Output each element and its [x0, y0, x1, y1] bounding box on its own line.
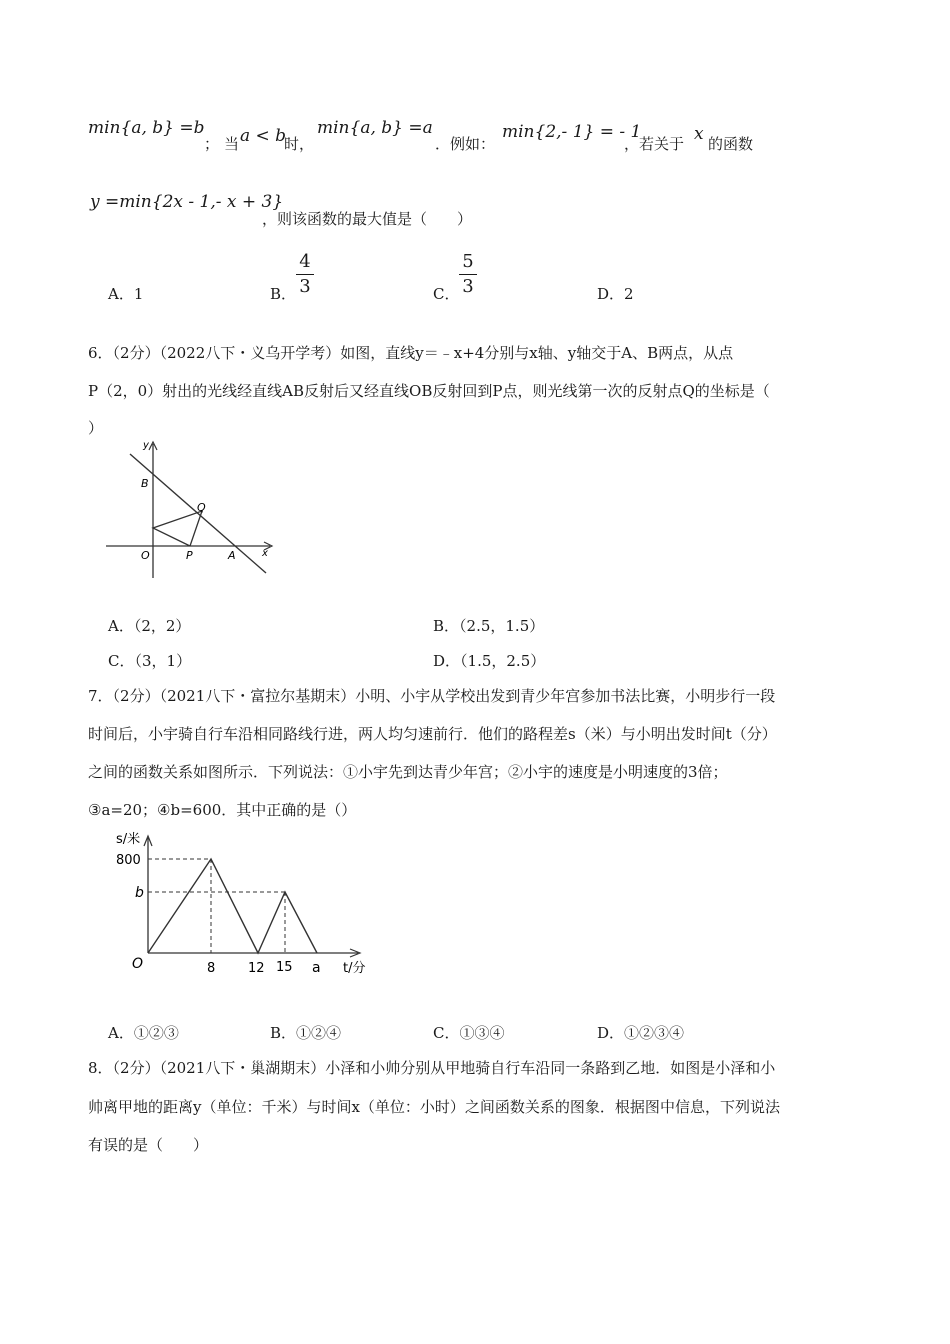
- math-function: y =min{2x - 1,- x + 3}: [90, 192, 284, 212]
- fraction-numerator: 5: [462, 251, 474, 272]
- q7-line-1: 7．（2分）（2021八下・富拉尔基期末）小明、小宇从学校出发到青少年宫参加书法比赛，小明步行一段: [88, 687, 776, 705]
- q7-line-4: ③a=20；④b=600．其中正确的是（）: [88, 801, 357, 819]
- y-tick-800: 800: [116, 853, 141, 868]
- q7-line-2: 时间后，小宇骑自行车沿相同路线行进，两人均匀速前行．他们的路程差s（米）与小明出发时间t（分）: [88, 725, 777, 743]
- fraction-numerator: 4: [299, 251, 311, 272]
- q5-option-c[interactable]: C．: [433, 285, 460, 303]
- q6-option-a[interactable]: A．（2，2）: [108, 617, 191, 635]
- s-axis-label: s/米: [116, 832, 141, 847]
- q5-option-a[interactable]: A．1: [108, 285, 144, 303]
- origin-label: O: [132, 956, 144, 972]
- q8-line-3: 有误的是（ ）: [88, 1136, 209, 1154]
- q7-option-c[interactable]: C．①③④: [433, 1024, 505, 1042]
- q5-option-b[interactable]: B．: [270, 285, 297, 303]
- t-axis-label: t/分: [343, 961, 366, 976]
- fraction-denominator: 3: [299, 276, 311, 297]
- q7-line-3: 之间的函数关系如图所示．下列说法：①小宇先到达青少年宫；②小宇的速度是小明速度的3倍；: [88, 763, 728, 781]
- q7-option-b[interactable]: B．①②④: [270, 1024, 342, 1042]
- q5-option-b-fraction: [296, 252, 314, 297]
- q7-option-a[interactable]: A．①②③: [108, 1024, 179, 1042]
- q6-option-c[interactable]: C．（3，1）: [108, 652, 192, 670]
- q7-chart: [110, 828, 385, 980]
- y-tick-b: b: [135, 885, 144, 901]
- q6-line-1: 6．（2分）（2022八下・义乌开学考）如图，直线y＝﹣x+4分别与x轴、y轴交于A、B两点，从点: [88, 344, 734, 362]
- fraction-denominator: 3: [462, 276, 474, 297]
- label-q: Q: [197, 501, 206, 514]
- x-tick-a: a: [312, 960, 321, 976]
- q6-line-3: ）: [88, 419, 104, 437]
- q6-line-2: P（2，0）射出的光线经直线AB反射后又经直线OB反射回到P点，则光线第一次的反射点Q的坐标是（: [88, 382, 770, 400]
- semicolon: ；: [204, 135, 220, 153]
- difference-graph: [148, 859, 317, 953]
- x-tick-12: 12: [248, 961, 265, 976]
- math-condition: a < b: [240, 126, 287, 146]
- text-example-label: ．例如：: [435, 135, 496, 153]
- math-example: min{2,- 1} = - 1: [502, 122, 642, 142]
- x-tick-15: 15: [276, 960, 293, 975]
- x-tick-8: 8: [207, 961, 216, 976]
- label-o: O: [141, 549, 150, 562]
- q5-question-text: ，则该函数的最大值是（ ）: [262, 210, 473, 228]
- math-min-ab-b: min{a, b} =b: [88, 118, 205, 138]
- label-b: B: [141, 477, 149, 490]
- text-hanshu: 的函数: [708, 135, 754, 153]
- q5-option-c-fraction: [459, 252, 477, 297]
- q6-option-d[interactable]: D．（1.5，2.5）: [433, 652, 546, 670]
- q6-option-b[interactable]: B．（2.5，1.5）: [433, 617, 545, 635]
- math-x-var: x: [694, 124, 704, 144]
- label-y: y: [143, 440, 149, 451]
- label-x: x: [262, 548, 268, 559]
- text-when: 当: [224, 135, 240, 153]
- text-ruo: ，若关于: [624, 135, 685, 153]
- q6-figure: [100, 438, 280, 583]
- label-a: A: [228, 549, 236, 562]
- light-path: [153, 511, 202, 546]
- label-p: P: [186, 549, 193, 562]
- q7-option-d[interactable]: D．①②③④: [597, 1024, 685, 1042]
- q5-option-d[interactable]: D．2: [597, 285, 634, 303]
- q8-line-2: 帅离甲地的距离y（单位：千米）与时间x（单位：小时）之间函数关系的图象．根据图中信息，下列说法: [88, 1098, 780, 1116]
- q8-line-1: 8．（2分）（2021八下・巢湖期末）小泽和小帅分别从甲地骑自行车沿同一条路到乙地．如图是小泽和小: [88, 1059, 776, 1077]
- math-min-ab-a: min{a, b} =a: [317, 118, 433, 138]
- text-shi: 时，: [284, 135, 315, 153]
